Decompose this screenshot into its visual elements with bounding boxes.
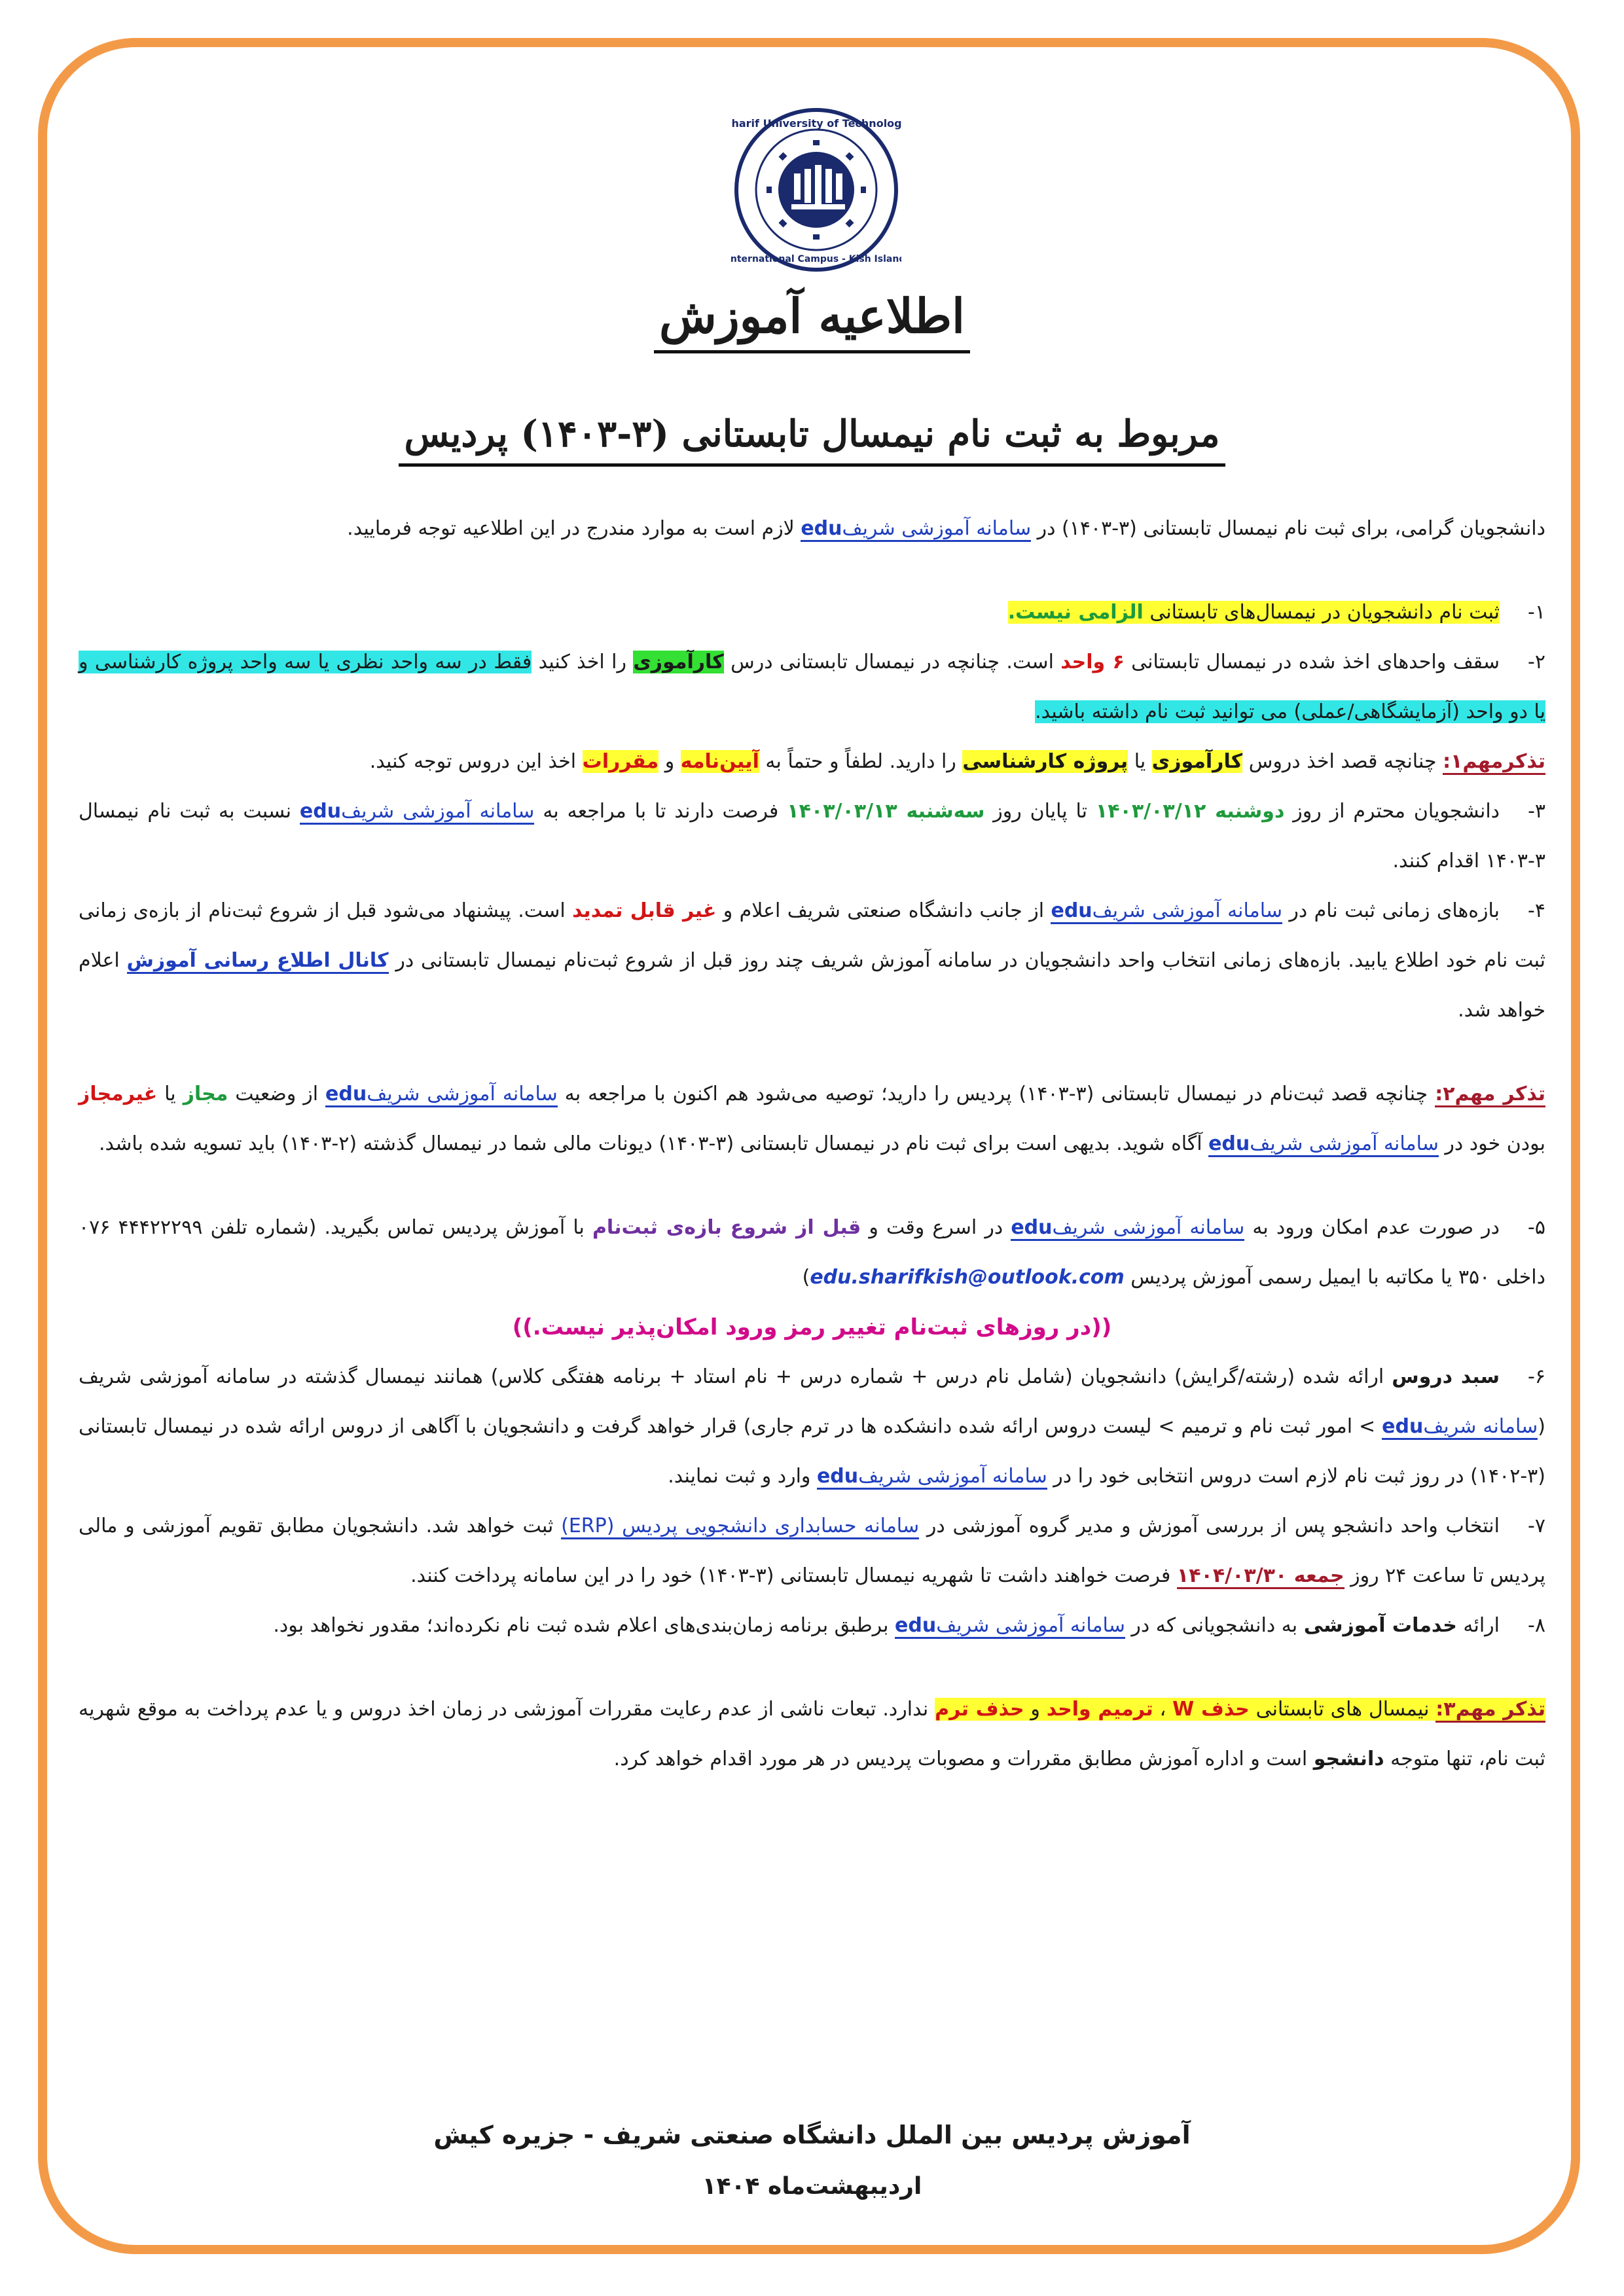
list-item-5: ۵-در صورت عدم امکان ورود به سامانه آموزشی شریفedu در اسرع وقت و قبل از شروع بازه‌ی ثبت‌نام با آموزش پردیس تماس بگیرید. (شماره تلفن ۴۴۴۲۲۲۹۹ ۰۷۶ داخلی ۳۵۰ یا مکاتبه با ایمیل رسمی آموزش پردیس edu.sharifkish@outlook.com)	[79, 1216, 1545, 1289]
sharif-edu-link[interactable]: سامانه آموزشی شریفedu	[1208, 1132, 1439, 1157]
footer-office: آموزش پردیس بین الملل دانشگاه صنعتی شریف - جزیره کیش	[433, 2121, 1191, 2149]
email-link[interactable]: edu.sharifkish@outlook.com	[810, 1266, 1125, 1289]
important-note-2: تذکر مهم۲: چنانچه قصد ثبت‌نام در نیمسال تابستانی (۳-۱۴۰۳) پردیس را دارید؛ توصیه می‌شود هم اکنون با مراجعه به سامانه آموزشی شریفedu از وضعیت مجاز یا غیرمجاز بودن خود در سامانه آموزشی شریفedu آگاه شوید. بدیهی است برای ثبت نام در نیمسال تابستانی (۳-۱۴۰۳) دیونات مالی شما در نیمسال گذشته (۲-۱۴۰۳) باید تسویه شده باشد.	[79, 1069, 1545, 1169]
sharif-edu-link[interactable]: سامانه شریفedu	[1382, 1415, 1538, 1440]
password-warning: ((در روزهای ثبت‌نام تغییر رمز ورود امکان‌پذیر نیست.))	[512, 1314, 1112, 1340]
svg-text:Sharif University of Technolog: Sharif University of Technology	[731, 117, 901, 130]
svg-text:International Campus - Kish Is: International Campus - Kish Island	[731, 254, 901, 264]
sharif-university-seal-icon	[731, 105, 901, 275]
sharif-edu-link[interactable]: سامانه آموزشی شریفedu	[817, 1465, 1047, 1490]
erp-system-link[interactable]: سامانه حسابداری دانشجویی پردیس (ERP)	[561, 1515, 919, 1539]
sharif-edu-link[interactable]: سامانه آموزشی شریفedu	[1011, 1216, 1244, 1241]
footer-date: اردیبهشت‌ماه ۱۴۰۴	[702, 2173, 922, 2200]
sharif-edu-link[interactable]: سامانه آموزشی شریفedu	[1051, 899, 1282, 924]
university-logo	[731, 105, 901, 275]
list-item-6: ۶-سبد دروس ارائه شده (رشته/گرایش) دانشجویان (شامل نام درس + شماره درس + نام استاد + برنامه هفتگی کلاس) همانند نیمسال گذشته در سامانه آموزشی شریف (سامانه شریفedu > امور ثبت نام و ترمیم > لیست دروس ارائه شده دانشکده ها در ترم جاری) قرار خواهد گرفت و دانشجویان با آگاهی از دروس ارائه شده در نیمسال تابستانی (۳-۱۴۰۲) در روز ثبت نام لازم است دروس انتخابی خود را در سامانه آموزشی شریفedu وارد و ثبت نمایند.	[79, 1352, 1545, 1501]
list-item-2: ۲-سقف واحدهای اخذ شده در نیمسال تابستانی ۶ واحد است. چنانچه در نیمسال تابستانی درس کارآموزی را اخذ کنید فقط در سه واحد نظری یا سه واحد پروژه کارشناسی و یا دو واحد (آزمایشگاهی/عملی) می توانید ثبت نام داشته باشید.	[79, 651, 1545, 723]
sharif-edu-link[interactable]: سامانه آموزشی شریفedu	[300, 800, 535, 825]
intro-paragraph: دانشجویان گرامی، برای ثبت نام نیمسال تابستانی (۳-۱۴۰۳) در سامانه آموزشی شریفedu لازم است به موارد مندرج در این اطلاعیه توجه فرمایید.	[79, 504, 1545, 554]
announcement-channel-link[interactable]: کانال اطلاع رسانی آموزش	[127, 949, 389, 974]
page-title: اطلاعیه آموزش	[0, 288, 1624, 344]
page-subtitle: مربوط به ثبت نام نیمسال تابستانی (۳-۱۴۰۳) پردیس	[0, 412, 1624, 456]
important-note-3: تذکر مهم۳: نیمسال های تابستانی حذف W ، ترمیم واحد و حذف ترم ندارد. تبعات ناشی از عدم رعایت مقررات آموزشی در زمان اخذ دروس و یا عدم پرداخت به موقع شهریه ثبت نام، تنها متوجه دانشجو است و اداره آموزش مطابق مقررات و مصوبات پردیس در هر مورد اقدام خواهد کرد.	[79, 1698, 1545, 1770]
list-item-4: ۴-بازه‌های زمانی ثبت نام در سامانه آموزشی شریفedu از جانب دانشگاه صنعتی شریف اعلام و غیر قابل تمدید است. پیشنهاد می‌شود قبل از شروع ثبت‌نام از بازه‌ی زمانی ثبت نام خود اطلاع یابید. بازه‌های زمانی انتخاب واحد دانشجویان در سامانه آموزش شریف چند روز قبل از شروع ثبت‌نام نیمسال تابستانی در کانال اطلاع رسانی آموزش اعلام خواهد شد.	[79, 899, 1546, 1022]
announcement-body	[79, 504, 1545, 1784]
list-item-3: ۳-دانشجویان محترم از روز دوشنبه ۱۴۰۳/۰۳/۱۲ تا پایان روز سه‌شنبه ۱۴۰۳/۰۳/۱۳ فرصت دارند تا با مراجعه به سامانه آموزشی شریفedu نسبت به ثبت نام نیمسال ۳-۱۴۰۳ اقدام کنند.	[79, 800, 1546, 872]
sharif-edu-link[interactable]: سامانه آموزشی شریفedu	[895, 1614, 1125, 1639]
important-note-1: تذکرمهم۱: چنانچه قصد اخذ دروس کارآموزی یا پروژه کارشناسی را دارید. لطفاً و حتماً به آیین‌نامه و مقررات اخذ این دروس توجه کنید.	[79, 737, 1545, 787]
sharif-edu-link[interactable]: سامانه آموزشی شریفedu	[325, 1083, 558, 1107]
sharif-edu-link[interactable]: سامانه آموزشی شریفedu	[801, 517, 1031, 542]
list-item-7: ۷-انتخاب واحد دانشجو پس از بررسی آموزش و مدیر گروه آموزشی در سامانه حسابداری دانشجویی پردیس (ERP) ثبت خواهد شد. دانشجویان مطابق تقویم آموزشی و مالی پردیس تا ساعت ۲۴ روز جمعه ۱۴۰۴/۰۳/۳۰ فرصت خواهند داشت تا شهریه نیمسال تابستانی (۳-۱۴۰۳) خود را در این سامانه پرداخت کنند.	[79, 1501, 1545, 1601]
list-item-1: ۱-ثبت نام دانشجویان در نیمسال‌های تابستانی الزامی نیست.	[1007, 601, 1545, 624]
list-item-8: ۸-ارائه خدمات آموزشی به دانشجویانی که در سامانه آموزشی شریفedu برطبق برنامه زمان‌بندی‌های اعلام شده ثبت نام نکرده‌اند؛ مقدور نخواهد بود.	[79, 1601, 1545, 1651]
